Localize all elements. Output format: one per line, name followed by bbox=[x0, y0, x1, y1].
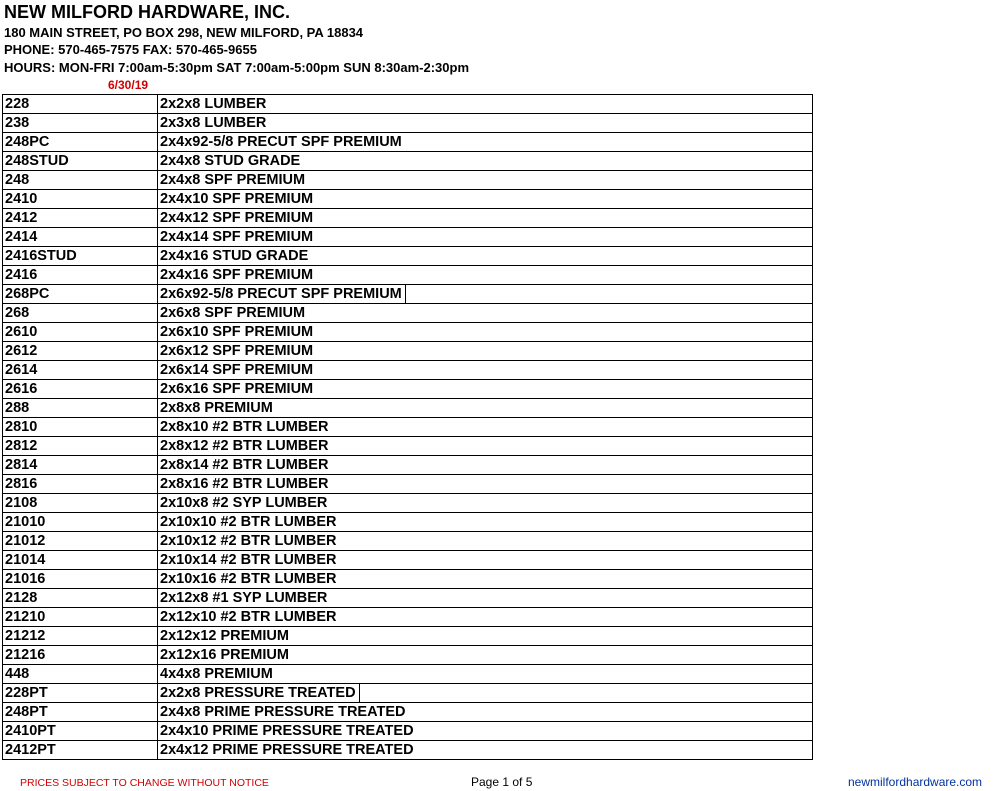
item-description-text: 2x6x8 SPF PREMIUM bbox=[160, 305, 306, 321]
item-description-cell bbox=[158, 722, 813, 741]
table-row bbox=[3, 418, 813, 437]
item-code-cell: 228 bbox=[3, 95, 158, 114]
item-description-cell bbox=[158, 418, 813, 437]
item-code-cell: 2810 bbox=[3, 418, 158, 437]
item-code-cell: 248STUD bbox=[3, 152, 158, 171]
item-description-text: 2x4x8 STUD GRADE bbox=[160, 153, 301, 169]
item-description-cell bbox=[158, 323, 813, 342]
item-description-cell bbox=[158, 266, 813, 285]
item-description-text: 2x6x10 SPF PREMIUM bbox=[160, 324, 314, 340]
item-code-cell: 2616 bbox=[3, 380, 158, 399]
item-description-text: 2x12x12 PREMIUM bbox=[160, 628, 289, 644]
item-description-text: 2x10x16 #2 BTR LUMBER bbox=[160, 571, 337, 587]
item-description-text: 2x6x92-5/8 PRECUT SPF PREMIUM bbox=[160, 285, 406, 303]
item-description-cell bbox=[158, 608, 813, 627]
item-description-text: 2x6x12 SPF PREMIUM bbox=[160, 343, 314, 359]
item-code-cell: 2812 bbox=[3, 437, 158, 456]
item-description-text: 2x8x10 #2 BTR LUMBER bbox=[160, 419, 329, 435]
item-code-cell: 248PC bbox=[3, 133, 158, 152]
item-description-cell bbox=[158, 209, 813, 228]
item-description-text: 2x4x10 SPF PREMIUM bbox=[160, 191, 314, 207]
table-row bbox=[3, 323, 813, 342]
item-description-cell bbox=[158, 380, 813, 399]
item-code-cell: 248 bbox=[3, 171, 158, 190]
item-description-text: 2x6x14 SPF PREMIUM bbox=[160, 362, 314, 378]
table-row bbox=[3, 532, 813, 551]
item-description-cell bbox=[158, 646, 813, 665]
table-row bbox=[3, 171, 813, 190]
item-description-cell bbox=[158, 190, 813, 209]
table-row bbox=[3, 304, 813, 323]
item-description-cell bbox=[158, 133, 813, 152]
table-row bbox=[3, 627, 813, 646]
item-code-cell: 21212 bbox=[3, 627, 158, 646]
item-code-cell: 248PT bbox=[3, 703, 158, 722]
item-description-text: 2x8x12 #2 BTR LUMBER bbox=[160, 438, 329, 454]
price-notice: PRICES SUBJECT TO CHANGE WITHOUT NOTICE bbox=[20, 777, 269, 789]
table-row bbox=[3, 456, 813, 475]
item-description-cell bbox=[158, 152, 813, 171]
item-description-cell bbox=[158, 741, 813, 760]
table-row bbox=[3, 513, 813, 532]
table-row bbox=[3, 608, 813, 627]
item-description-cell bbox=[158, 114, 813, 133]
table-row bbox=[3, 494, 813, 513]
item-description-cell bbox=[158, 399, 813, 418]
item-description-text: 2x4x16 STUD GRADE bbox=[160, 248, 309, 264]
item-code-cell: 268 bbox=[3, 304, 158, 323]
item-description-cell bbox=[158, 304, 813, 323]
item-code-cell: 2414 bbox=[3, 228, 158, 247]
table-row bbox=[3, 266, 813, 285]
item-description-text: 2x10x8 #2 SYP LUMBER bbox=[160, 495, 328, 511]
item-description-text: 2x8x8 PREMIUM bbox=[160, 400, 273, 416]
price-list-date: 6/30/19 bbox=[108, 78, 149, 92]
item-code-cell: 2108 bbox=[3, 494, 158, 513]
website-link[interactable]: newmilfordhardware.com bbox=[848, 775, 983, 789]
item-description-text: 2x4x92-5/8 PRECUT SPF PREMIUM bbox=[160, 134, 402, 150]
company-name: NEW MILFORD HARDWARE, INC. bbox=[4, 2, 290, 22]
table-row bbox=[3, 190, 813, 209]
table-row bbox=[3, 741, 813, 760]
table-row bbox=[3, 95, 813, 114]
store-hours: HOURS: MON-FRI 7:00am-5:30pm SAT 7:00am-5:00pm SUN 8:30am-2:30pm bbox=[4, 60, 469, 75]
item-description-cell bbox=[158, 627, 813, 646]
item-description-text: 2x4x12 PRIME PRESSURE TREATED bbox=[160, 742, 414, 758]
table-row bbox=[3, 133, 813, 152]
item-code-cell: 21016 bbox=[3, 570, 158, 589]
table-row bbox=[3, 247, 813, 266]
table-row bbox=[3, 665, 813, 684]
item-description-cell bbox=[158, 95, 813, 114]
item-description-cell bbox=[158, 437, 813, 456]
item-description-cell bbox=[158, 665, 813, 684]
items-table-body bbox=[3, 95, 813, 760]
table-row bbox=[3, 684, 813, 703]
item-description-cell bbox=[158, 570, 813, 589]
table-row bbox=[3, 551, 813, 570]
item-description-cell bbox=[158, 475, 813, 494]
item-code-cell: 238 bbox=[3, 114, 158, 133]
item-code-cell: 21012 bbox=[3, 532, 158, 551]
item-description-text: 4x4x8 PREMIUM bbox=[160, 666, 273, 682]
item-description-cell bbox=[158, 589, 813, 608]
company-phone-fax: PHONE: 570-465-7575 FAX: 570-465-9655 bbox=[4, 42, 257, 57]
item-description-text: 2x4x8 SPF PREMIUM bbox=[160, 172, 306, 188]
item-description-cell bbox=[158, 703, 813, 722]
item-description-text: 2x8x14 #2 BTR LUMBER bbox=[160, 457, 329, 473]
table-row bbox=[3, 114, 813, 133]
item-description-text: 2x4x12 SPF PREMIUM bbox=[160, 210, 314, 226]
item-description-cell bbox=[158, 247, 813, 266]
item-description-text: 2x6x16 SPF PREMIUM bbox=[160, 381, 314, 397]
item-description-text: 2x10x14 #2 BTR LUMBER bbox=[160, 552, 337, 568]
item-code-cell: 2816 bbox=[3, 475, 158, 494]
item-code-cell: 2416 bbox=[3, 266, 158, 285]
item-description-text: 2x12x10 #2 BTR LUMBER bbox=[160, 609, 337, 625]
table-row bbox=[3, 361, 813, 380]
table-row bbox=[3, 570, 813, 589]
table-row bbox=[3, 646, 813, 665]
table-row bbox=[3, 722, 813, 741]
item-description-text: 2x12x16 PREMIUM bbox=[160, 647, 289, 663]
table-row bbox=[3, 342, 813, 361]
page-number: Page 1 of 5 bbox=[471, 775, 533, 789]
item-code-cell: 2814 bbox=[3, 456, 158, 475]
item-code-cell: 228PT bbox=[3, 684, 158, 703]
item-code-cell: 21216 bbox=[3, 646, 158, 665]
item-description-text: 2x12x8 #1 SYP LUMBER bbox=[160, 590, 328, 606]
item-code-cell: 2416STUD bbox=[3, 247, 158, 266]
item-code-cell: 21210 bbox=[3, 608, 158, 627]
item-code-cell: 268PC bbox=[3, 285, 158, 304]
item-description-cell bbox=[158, 456, 813, 475]
item-description-cell bbox=[158, 513, 813, 532]
lumber-items-table bbox=[2, 94, 813, 760]
table-row bbox=[3, 399, 813, 418]
item-code-cell: 448 bbox=[3, 665, 158, 684]
item-description-cell bbox=[158, 532, 813, 551]
item-code-cell: 2128 bbox=[3, 589, 158, 608]
item-description-cell bbox=[158, 285, 813, 304]
company-address: 180 MAIN STREET, PO BOX 298, NEW MILFORD, PA 18834 bbox=[4, 25, 364, 40]
item-code-cell: 2612 bbox=[3, 342, 158, 361]
item-description-text: 2x4x16 SPF PREMIUM bbox=[160, 267, 314, 283]
item-code-cell: 21014 bbox=[3, 551, 158, 570]
table-row bbox=[3, 475, 813, 494]
item-code-cell: 2412 bbox=[3, 209, 158, 228]
table-row bbox=[3, 437, 813, 456]
item-description-text: 2x10x12 #2 BTR LUMBER bbox=[160, 533, 337, 549]
item-code-cell: 2410PT bbox=[3, 722, 158, 741]
item-description-text: 2x4x10 PRIME PRESSURE TREATED bbox=[160, 723, 414, 739]
item-code-cell: 2614 bbox=[3, 361, 158, 380]
item-code-cell: 21010 bbox=[3, 513, 158, 532]
item-description-text: 2x10x10 #2 BTR LUMBER bbox=[160, 514, 337, 530]
item-description-text: 2x2x8 PRESSURE TREATED bbox=[160, 684, 360, 702]
item-description-text: 2x3x8 LUMBER bbox=[160, 115, 267, 131]
item-code-cell: 2410 bbox=[3, 190, 158, 209]
table-row bbox=[3, 152, 813, 171]
table-row bbox=[3, 285, 813, 304]
item-code-cell: 2412PT bbox=[3, 741, 158, 760]
item-code-cell: 2610 bbox=[3, 323, 158, 342]
item-description-cell bbox=[158, 342, 813, 361]
item-description-cell bbox=[158, 361, 813, 380]
item-description-text: 2x4x8 PRIME PRESSURE TREATED bbox=[160, 704, 406, 720]
item-description-cell bbox=[158, 494, 813, 513]
table-row bbox=[3, 209, 813, 228]
item-description-text: 2x8x16 #2 BTR LUMBER bbox=[160, 476, 329, 492]
item-code-cell: 288 bbox=[3, 399, 158, 418]
table-row bbox=[3, 380, 813, 399]
item-description-cell bbox=[158, 684, 813, 703]
item-description-text: 2x2x8 LUMBER bbox=[160, 96, 267, 112]
table-row bbox=[3, 703, 813, 722]
table-row bbox=[3, 589, 813, 608]
table-row bbox=[3, 228, 813, 247]
item-description-cell bbox=[158, 171, 813, 190]
item-description-cell bbox=[158, 228, 813, 247]
item-description-text: 2x4x14 SPF PREMIUM bbox=[160, 229, 314, 245]
item-description-cell bbox=[158, 551, 813, 570]
